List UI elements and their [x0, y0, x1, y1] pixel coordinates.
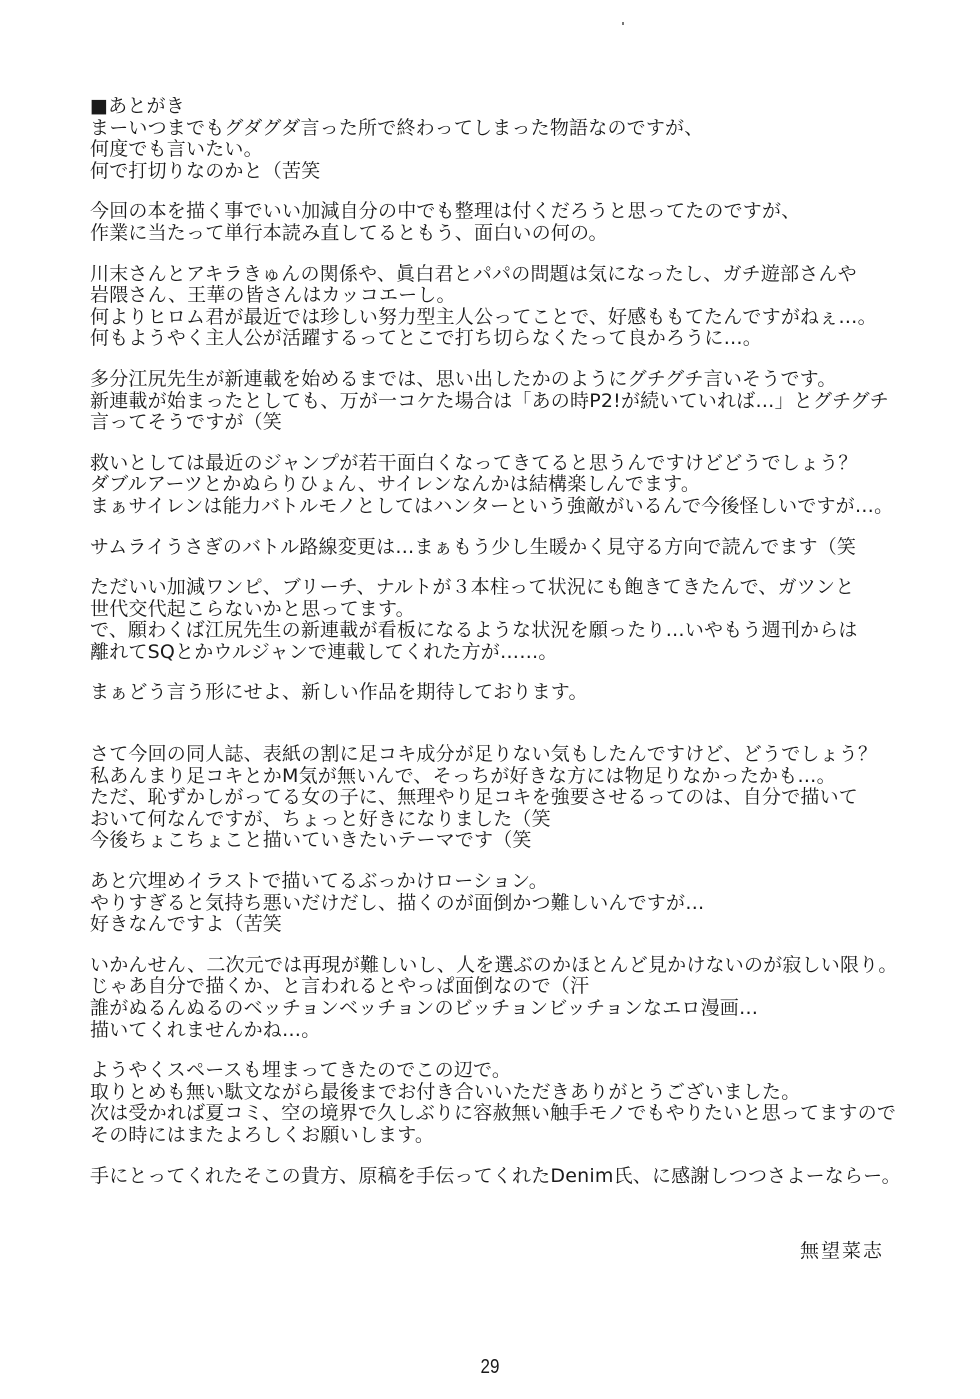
paragraph: [90, 577, 920, 663]
text-line: 好きなんですよ（苦笑: [90, 913, 283, 936]
text-line: 作業に当たって単行本読み直してるともう、面白いの何の。: [90, 221, 608, 244]
text-line: 何度でも言いたい。: [90, 138, 263, 161]
text-line: 取りとめも無い駄文ながら最後までお付き合いいただきありがとうございました。: [90, 1080, 801, 1103]
paragraph: [90, 955, 920, 1041]
text-line: 新連載が始まったとしても、万が一コケた場合は「あの時P2!が続いていれば…」とグチグチ: [90, 389, 890, 412]
text-line: まぁサイレンは能力バトルモノとしてはハンターという強敵がいるんで今後怪しいですが…。: [90, 494, 894, 517]
text-line: で、願わくば江尻先生の新連載が看板になるような状況を願ったり…いやもう週刊からは: [90, 619, 858, 642]
text-line: 岩隈さん、王華の皆さんはカッコエーし。: [90, 284, 456, 307]
paragraph: [90, 369, 920, 434]
text-line: 多分江尻先生が新連載を始めるまでは、思い出したかのようにグチグチ言いそうです。: [90, 367, 837, 390]
afterword-body: [90, 96, 920, 1206]
text-line: サムライうさぎのバトル路線変更は…まぁもう少し生暖かく見守る方向で読んでます（笑: [90, 535, 857, 558]
text-line: いかんせん、二次元では再現が難しいし、人を選ぶのかほとんど見かけないのが寂しい限り。: [90, 953, 898, 976]
text-line: 今後ちょこちょこと描いていきたいテーマです（笑: [90, 829, 532, 852]
paragraph: [90, 264, 920, 350]
text-line: 川末さんとアキラきゅんの関係や、眞白君とパパの問題は気になったし、ガチ遊部さんや: [90, 262, 857, 285]
text-line: 誰がぬるんぬるのベッチョンベッチョンのビッチョンビッチョンなエロ漫画…: [90, 997, 759, 1019]
text-line: 何よりヒロム君が最近では珍しい努力型主人公ってことで、好感ももてたんですがねぇ…。: [90, 305, 877, 328]
text-line: じゃあ自分で描くか、と言われるとやっぱ面倒なので（汗: [90, 975, 590, 998]
text-line: 私あんまり足コキとかM気が無いんで、そっちが好きな方には物足りなかったかも…。: [90, 764, 836, 787]
text-line: やりすぎると気持ち悪いだけだし、描くのが面倒かつ難しいんですが…: [90, 891, 705, 914]
paragraph: [90, 201, 920, 244]
text-line: まぁどう言う形にせよ、新しい作品を期待しております。: [90, 681, 588, 704]
text-line: 描いてくれませんかね…。: [90, 1018, 321, 1041]
text-line: ようやくスペースも埋まってきたのでこの辺で。: [90, 1059, 512, 1082]
paragraph: [90, 537, 920, 559]
text-line: 今回の本を描く事でいい加減自分の中でも整理は付くだろうと思ってたのですが、: [90, 200, 801, 223]
text-line: さて今回の同人誌、表紙の割に足コキ成分が足りない気もしたんですけど、どうでしょう？: [90, 743, 878, 766]
paragraph: [90, 453, 920, 518]
page-number: 29: [480, 1356, 500, 1378]
text-line: 次は受かれば夏コミ、空の境界で久しぶりに容赦無い触手モノでもやりたいと思ってますので: [90, 1102, 897, 1125]
paragraph: [90, 1166, 920, 1188]
author-signature: 無望菜志: [799, 1240, 884, 1262]
text-line: まーいつまでもグダグダ言った所で終わってしまった物語なのですが、: [90, 116, 704, 139]
text-line: おいて何なんですが、ちょっと好きになりました（笑: [90, 807, 551, 830]
paragraph: [90, 682, 920, 704]
afterword-heading: ■あとがき: [90, 95, 185, 117]
text-line: ダブルアーツとかぬらりひょん、サイレンなんかは結構楽しんでます。: [90, 473, 701, 496]
text-line: 何で打切りなのかと（苦笑: [90, 159, 321, 182]
text-line: ただ、恥ずかしがってる女の子に、無理やり足コキを強要させるってのは、自分で描いて: [90, 786, 859, 809]
text-line: その時にはまたよろしくお願いします。: [90, 1123, 435, 1146]
paragraph: [90, 118, 920, 183]
text-line: 手にとってくれたそこの貴方、原稿を手伝ってくれたDenim氏、に感謝しつつさよーならー。: [90, 1164, 901, 1187]
text-line: あと穴埋めイラストで描いてるぶっかけローション。: [90, 870, 548, 893]
text-line: ただいい加減ワンピ、ブリーチ、ナルトが３本柱って状況にも飽きてきたんで、ガツンと: [90, 576, 855, 599]
paragraph: [90, 871, 920, 936]
text-line: 何もようやく主人公が活躍するってとこで打ち切らなくたって良かろうに…。: [90, 327, 763, 350]
text-line: 世代交代起こらないかと思ってます。: [90, 597, 415, 620]
text-line: 離れてSQとかウルジャンで連載してくれた方が……。: [90, 640, 558, 663]
text-line: 言ってそうですが（笑: [90, 411, 283, 434]
text-line: 救いとしては最近のジャンプが若干面白くなってきてると思うんですけどどうでしょう？: [90, 451, 858, 474]
afterword-paragraphs: [90, 118, 920, 1188]
print-speck: [622, 22, 624, 25]
paragraph: [90, 744, 920, 852]
paragraph: [90, 1060, 920, 1146]
